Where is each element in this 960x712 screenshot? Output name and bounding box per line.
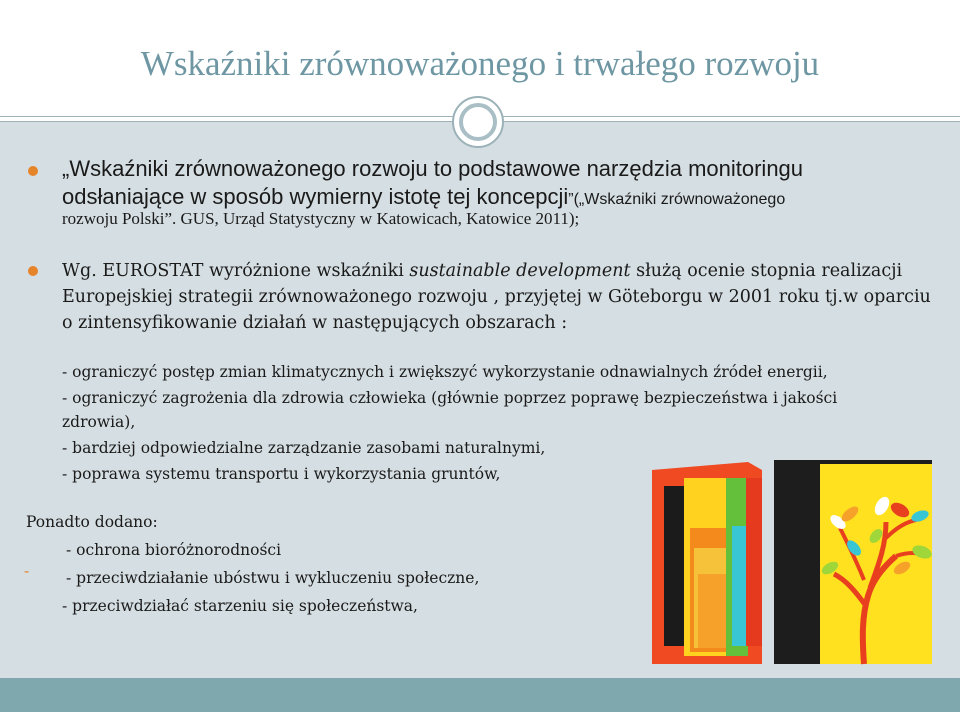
sustainability-illustration bbox=[650, 456, 934, 666]
bullet-dot bbox=[28, 266, 38, 276]
bullet1-line2 bbox=[62, 184, 785, 210]
list-item: - przeciwdziałanie ubóstwu i wykluczeniu społeczne, bbox=[66, 569, 480, 587]
bullet1-line2-main: odsłaniające w sposób wymierny istotę tej koncepcji bbox=[62, 184, 569, 209]
bullet2-part2: służą ocenie stopnia realizacji Europejskiej strategii zrównoważonego rozwoju , przyjętej w Göteborgu w 2001 roku tj.w oparciu o zintensyfikowanie działań w następujących obszarach : bbox=[62, 261, 931, 333]
list-item: - ograniczyć postęp zmian klimatycznych i zwiększyć wykorzystanie odnawialnych źródeł energii, bbox=[62, 363, 828, 381]
bullet1-line3: rozwoju Polski”. GUS, Urząd Statystyczny w Katowicach, Katowice 2011); bbox=[62, 209, 580, 228]
bullet2-italic-term: sustainable development bbox=[409, 261, 631, 281]
slide-footer-bar bbox=[0, 678, 960, 712]
slide-title: Wskaźniki zrównoważonego i trwałego rozwoju bbox=[140, 44, 820, 83]
list-item: - poprawa systemu transportu i wykorzystania gruntów, bbox=[62, 465, 501, 483]
bullet2-part1: Wg. EUROSTAT wyróżnione wskaźniki bbox=[62, 261, 410, 281]
tree-graphic bbox=[774, 460, 933, 664]
list-item: - ochrona bioróżnorodności bbox=[66, 541, 282, 559]
bullet1-line1: „Wskaźniki zrównoważonego rozwoju to podstawowe narzędzia monitoringu bbox=[62, 156, 804, 181]
bullet2-paragraph bbox=[62, 258, 932, 336]
list-item: - bardziej odpowiedzialne zarządzanie zasobami naturalnymi, bbox=[62, 439, 546, 457]
additional-heading: Ponadto dodano: bbox=[26, 513, 158, 531]
orange-dash-marker: - bbox=[24, 562, 30, 580]
bar-chart-graphic bbox=[652, 462, 762, 664]
divider-ring-ornament bbox=[452, 96, 504, 148]
list-item: - przeciwdziałać starzeniu się społeczeństwa, bbox=[62, 597, 418, 615]
additional-section bbox=[26, 508, 479, 620]
bullet1-line2-citation: ”(„Wskaźniki zrównoważonego bbox=[568, 191, 786, 208]
bullet-dot bbox=[28, 166, 38, 176]
list-item: - ograniczyć zagrożenia dla zdrowia człowieka (głównie poprzez poprawę bezpieczeństwa i jakości zdrowia), bbox=[62, 389, 838, 431]
